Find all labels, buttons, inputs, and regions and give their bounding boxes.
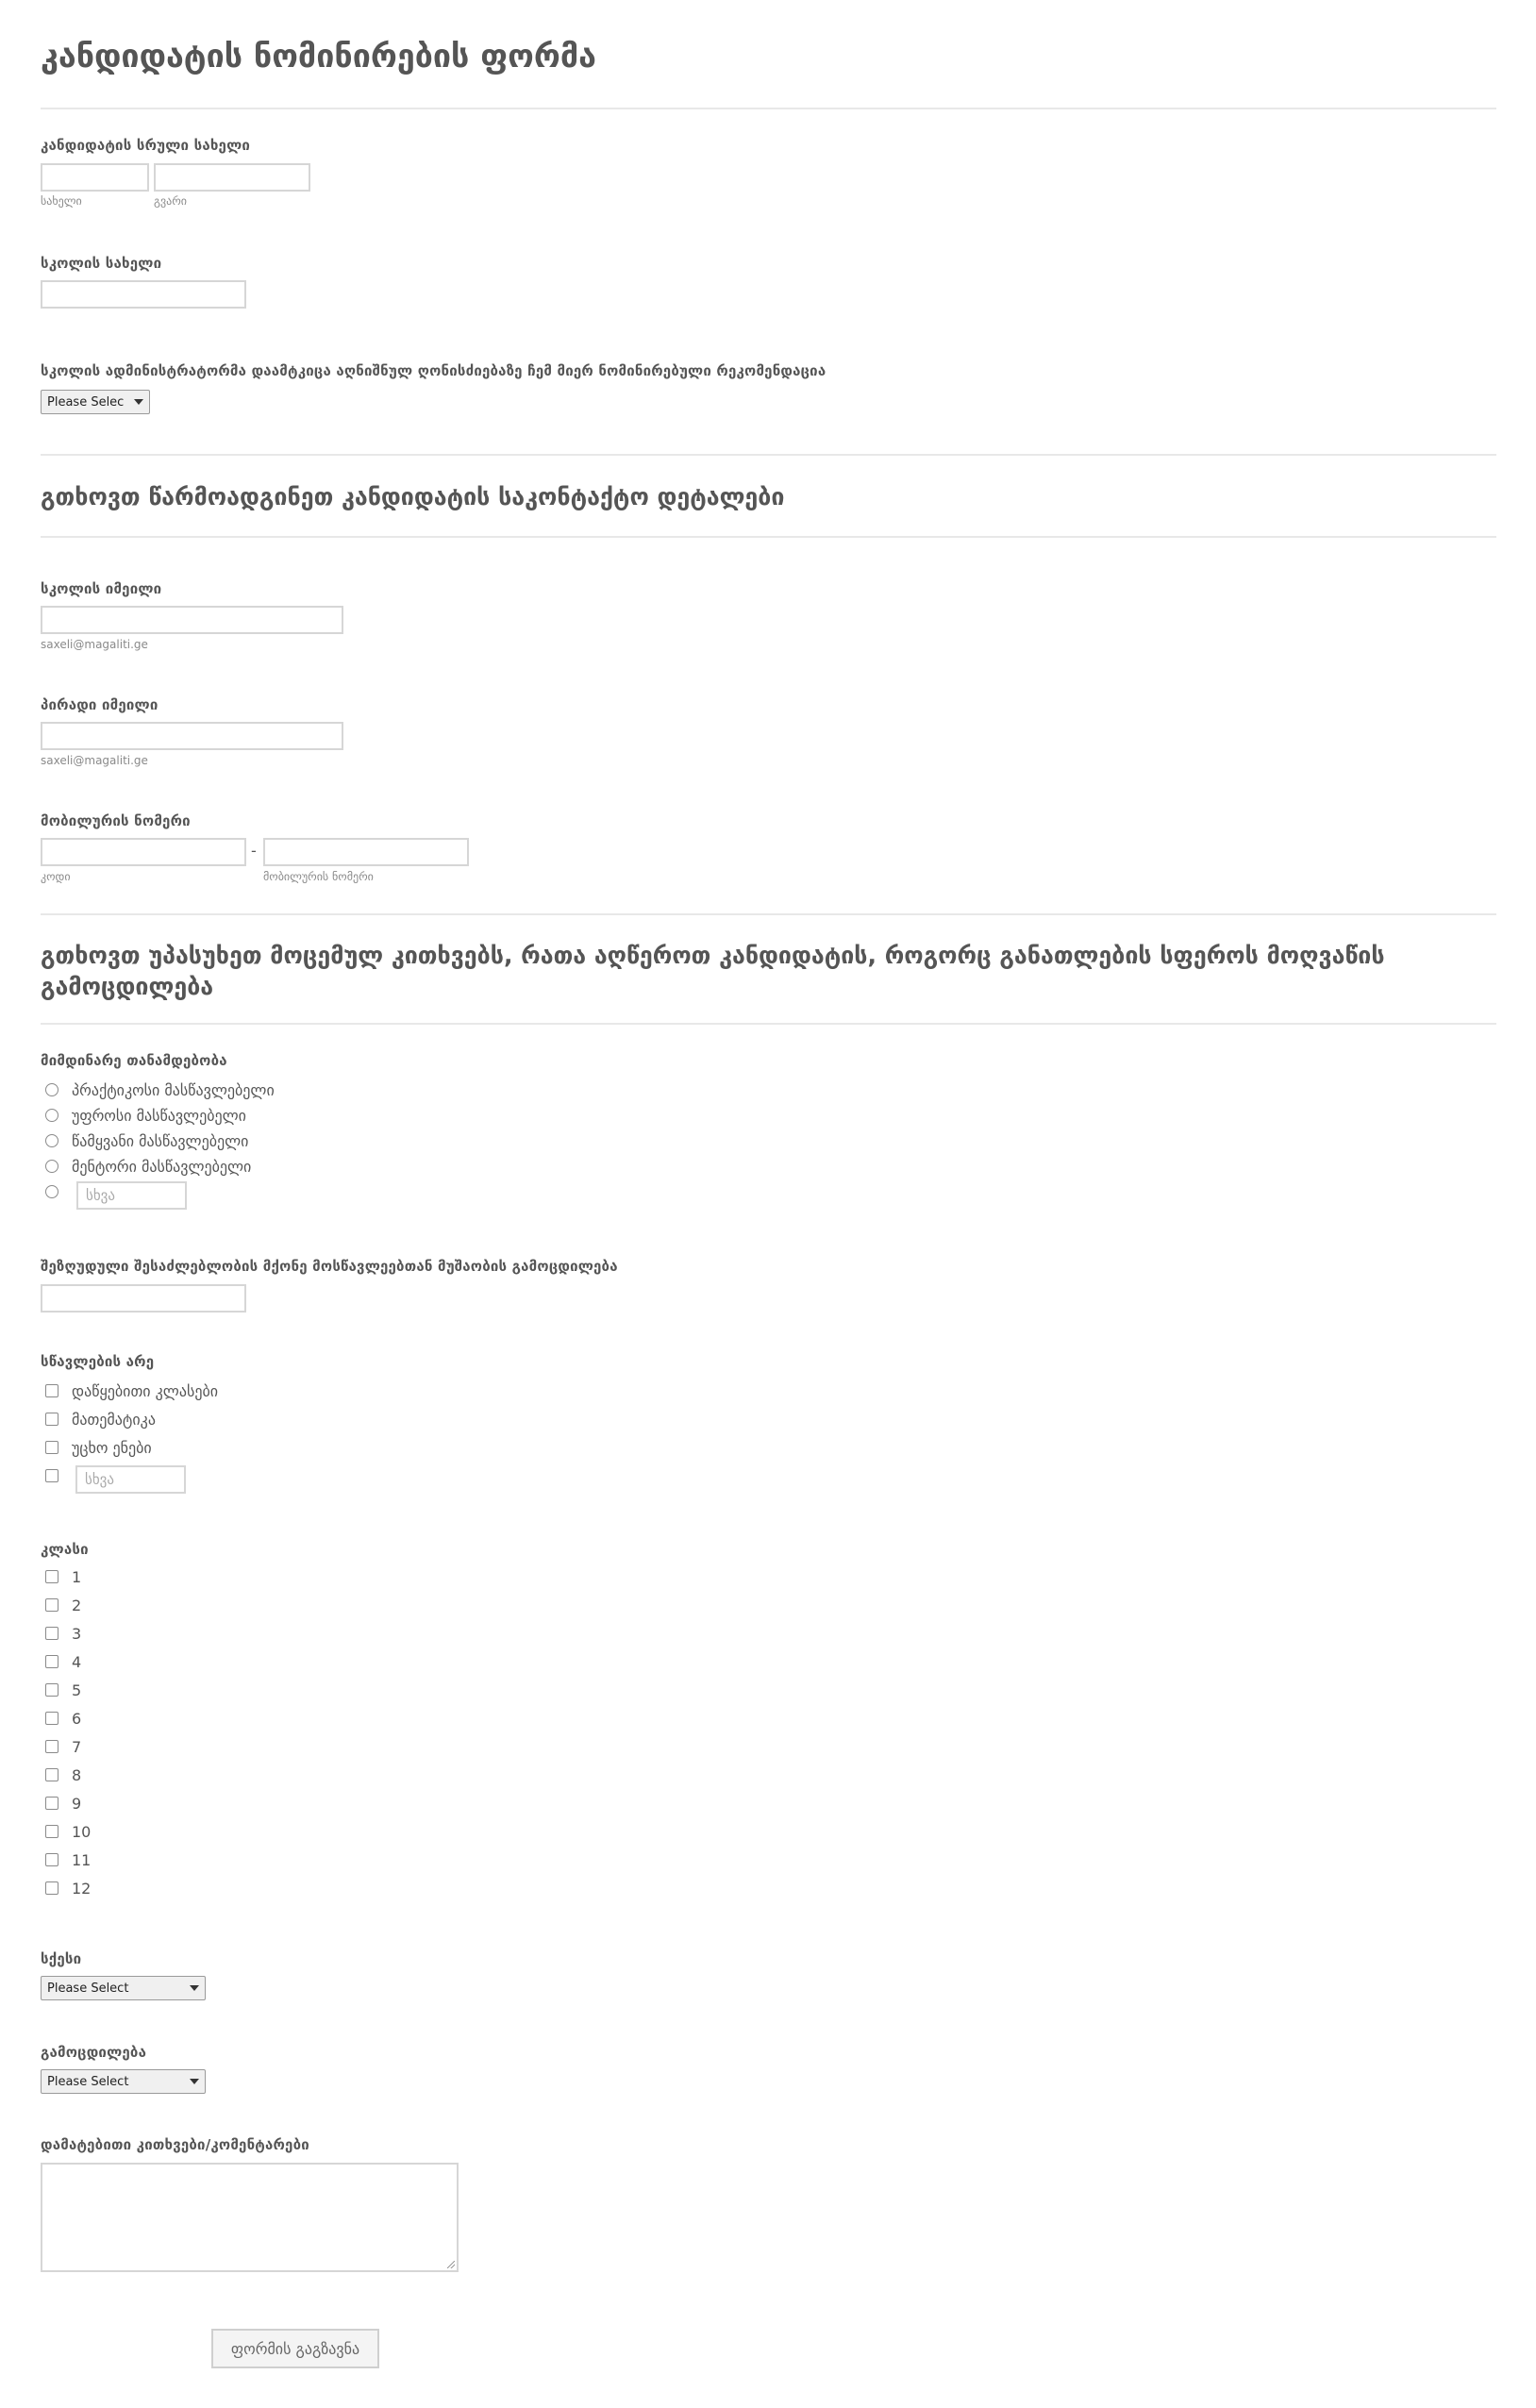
checkbox[interactable] — [45, 1825, 58, 1838]
checkbox[interactable] — [45, 1740, 58, 1753]
position-option-label: უფროსი მასწავლებელი — [72, 1106, 246, 1125]
checkbox[interactable] — [45, 1768, 58, 1781]
radio-button[interactable] — [45, 1134, 58, 1147]
grade-option-label: 3 — [72, 1624, 82, 1643]
checkbox[interactable] — [45, 1712, 58, 1725]
chevron-down-icon — [190, 2079, 199, 2084]
admin-confirm-select-value: Please Selec — [47, 394, 125, 410]
radio-button[interactable] — [45, 1185, 58, 1198]
checkbox[interactable] — [45, 1384, 58, 1397]
special-needs-label: შეზღუდული შესაძლებლობის მქონე მოსწავლეებთან მუშაობის გამოცდილება — [41, 1258, 618, 1275]
school-email-label: სკოლის იმეილი — [41, 580, 162, 597]
grade-option-label: 6 — [72, 1709, 82, 1728]
special-needs-input[interactable] — [41, 1284, 246, 1313]
personal-email-sublabel: saxeli@magaliti.ge — [41, 754, 148, 767]
first-name-input[interactable] — [41, 163, 149, 192]
experience-select-value: Please Select — [47, 2074, 129, 2089]
grade-option[interactable] — [45, 1679, 81, 1701]
experience-label: გამოცდილება — [41, 2044, 147, 2061]
submit-button[interactable]: ფორმის გაგზავნა — [211, 2329, 379, 2368]
grade-option[interactable] — [45, 1707, 81, 1730]
checkbox[interactable] — [45, 1413, 58, 1426]
radio-button[interactable] — [45, 1109, 58, 1122]
position-other-input[interactable]: სხვა — [76, 1181, 187, 1210]
mobile-number-sublabel: მობილურის ნომერი — [263, 870, 374, 883]
chevron-down-icon — [134, 399, 143, 405]
grade-option[interactable] — [45, 1820, 91, 1843]
grade-option-label: 11 — [72, 1850, 92, 1869]
checkbox[interactable] — [45, 1598, 58, 1612]
teaching-area-other-input[interactable]: სხვა — [75, 1465, 186, 1494]
checkbox[interactable] — [45, 1853, 58, 1866]
grade-option-label: 10 — [72, 1822, 92, 1841]
grade-option[interactable] — [45, 1594, 81, 1616]
grade-option[interactable] — [45, 1792, 81, 1814]
personal-email-label: პირადი იმეილი — [41, 696, 159, 713]
teaching-area-option[interactable] — [45, 1380, 218, 1402]
school-email-sublabel: saxeli@magaliti.ge — [41, 638, 148, 651]
mobile-code-sublabel: კოდი — [41, 870, 71, 883]
contact-section-heading: გთხოვთ წარმოადგინეთ კანდიდატის საკონტაქტო დეტალები — [41, 483, 785, 510]
teaching-area-option[interactable] — [45, 1408, 156, 1430]
position-label: მიმდინარე თანამდებობა — [41, 1052, 227, 1069]
grade-option[interactable] — [45, 1848, 91, 1871]
checkbox[interactable] — [45, 1655, 58, 1668]
position-option-label: მენტორი მასწავლებელი — [72, 1157, 252, 1176]
mobile-number-input[interactable] — [263, 838, 469, 866]
grade-option-label: 1 — [72, 1567, 82, 1586]
grade-option[interactable] — [45, 1650, 81, 1673]
comments-textarea[interactable] — [41, 2163, 459, 2272]
teaching-area-option-label: მათემატიკა — [72, 1410, 156, 1429]
divider — [41, 536, 1496, 538]
mobile-code-input[interactable] — [41, 838, 246, 866]
full-name-label: კანდიდატის სრული სახელი — [41, 137, 251, 154]
position-option[interactable] — [45, 1155, 251, 1178]
grade-option-label: 4 — [72, 1652, 82, 1671]
mobile-label: მობილურის ნომერი — [41, 812, 191, 829]
mobile-separator: - — [251, 842, 257, 860]
school-name-input[interactable] — [41, 280, 246, 309]
form-title: კანდიდატის ნომინირების ფორმა — [41, 38, 597, 75]
experience-section-heading: გთხოვთ უპასუხეთ მოცემულ კითხვებს, რათა აღწეროთ კანდიდატის, როგორც განათლების სფეროს მოღვაწის გამოცდილება — [41, 942, 1385, 1000]
grade-option[interactable] — [45, 1877, 91, 1899]
gender-label: სქესი — [41, 1950, 82, 1967]
checkbox[interactable] — [45, 1627, 58, 1640]
radio-button[interactable] — [45, 1083, 58, 1096]
divider — [41, 108, 1496, 109]
school-email-input[interactable] — [41, 606, 343, 634]
teaching-area-other-option[interactable] — [45, 1464, 58, 1487]
gender-select[interactable] — [41, 1976, 206, 2000]
school-name-label: სკოლის სახელი — [41, 255, 162, 272]
radio-button[interactable] — [45, 1160, 58, 1173]
grade-option-label: 9 — [72, 1794, 82, 1813]
position-option-label: წამყვანი მასწავლებელი — [72, 1131, 249, 1150]
teaching-area-label: სწავლების არე — [41, 1353, 155, 1370]
position-other-option[interactable] — [45, 1180, 58, 1203]
admin-confirm-select[interactable] — [41, 390, 150, 414]
grade-label: კლასი — [41, 1541, 89, 1558]
grade-option[interactable] — [45, 1735, 81, 1758]
experience-select[interactable] — [41, 2069, 206, 2094]
grade-option-label: 8 — [72, 1765, 82, 1784]
grade-option[interactable] — [45, 1764, 81, 1786]
checkbox[interactable] — [45, 1881, 58, 1895]
resize-grip-icon[interactable] — [447, 2261, 455, 2268]
checkbox[interactable] — [45, 1469, 58, 1482]
checkbox[interactable] — [45, 1441, 58, 1454]
checkbox[interactable] — [45, 1570, 58, 1583]
chevron-down-icon — [190, 1985, 199, 1991]
checkbox[interactable] — [45, 1683, 58, 1697]
divider — [41, 1023, 1496, 1025]
last-name-sublabel: გვარი — [154, 194, 187, 208]
position-option[interactable] — [45, 1129, 248, 1152]
teaching-area-option-label: დაწყებითი კლასები — [72, 1381, 219, 1400]
comments-label: დამატებითი კითხვები/კომენტარები — [41, 2136, 309, 2153]
last-name-input[interactable] — [154, 163, 310, 192]
grade-option-label: 5 — [72, 1681, 82, 1699]
grade-option[interactable] — [45, 1622, 81, 1645]
grade-option-label: 7 — [72, 1737, 82, 1756]
position-option[interactable] — [45, 1079, 275, 1101]
grade-option-label: 2 — [72, 1596, 82, 1614]
teaching-area-option[interactable] — [45, 1436, 152, 1459]
divider — [41, 454, 1496, 456]
checkbox[interactable] — [45, 1797, 58, 1810]
personal-email-input[interactable] — [41, 722, 343, 750]
gender-select-value: Please Select — [47, 1981, 129, 1996]
admin-confirm-label: სკოლის ადმინისტრატორმა დაამტკიცა აღნიშნულ ღონისძიებაზე ჩემ მიერ ნომინირებული რეკომენდაცია — [41, 362, 826, 379]
position-option[interactable] — [45, 1104, 246, 1127]
divider — [41, 913, 1496, 915]
first-name-sublabel: სახელი — [41, 194, 82, 208]
teaching-area-option-label: უცხო ენები — [72, 1438, 152, 1457]
position-option-label: პრაქტიკოსი მასწავლებელი — [72, 1080, 275, 1099]
grade-option[interactable] — [45, 1565, 81, 1588]
grade-option-label: 12 — [72, 1879, 92, 1898]
